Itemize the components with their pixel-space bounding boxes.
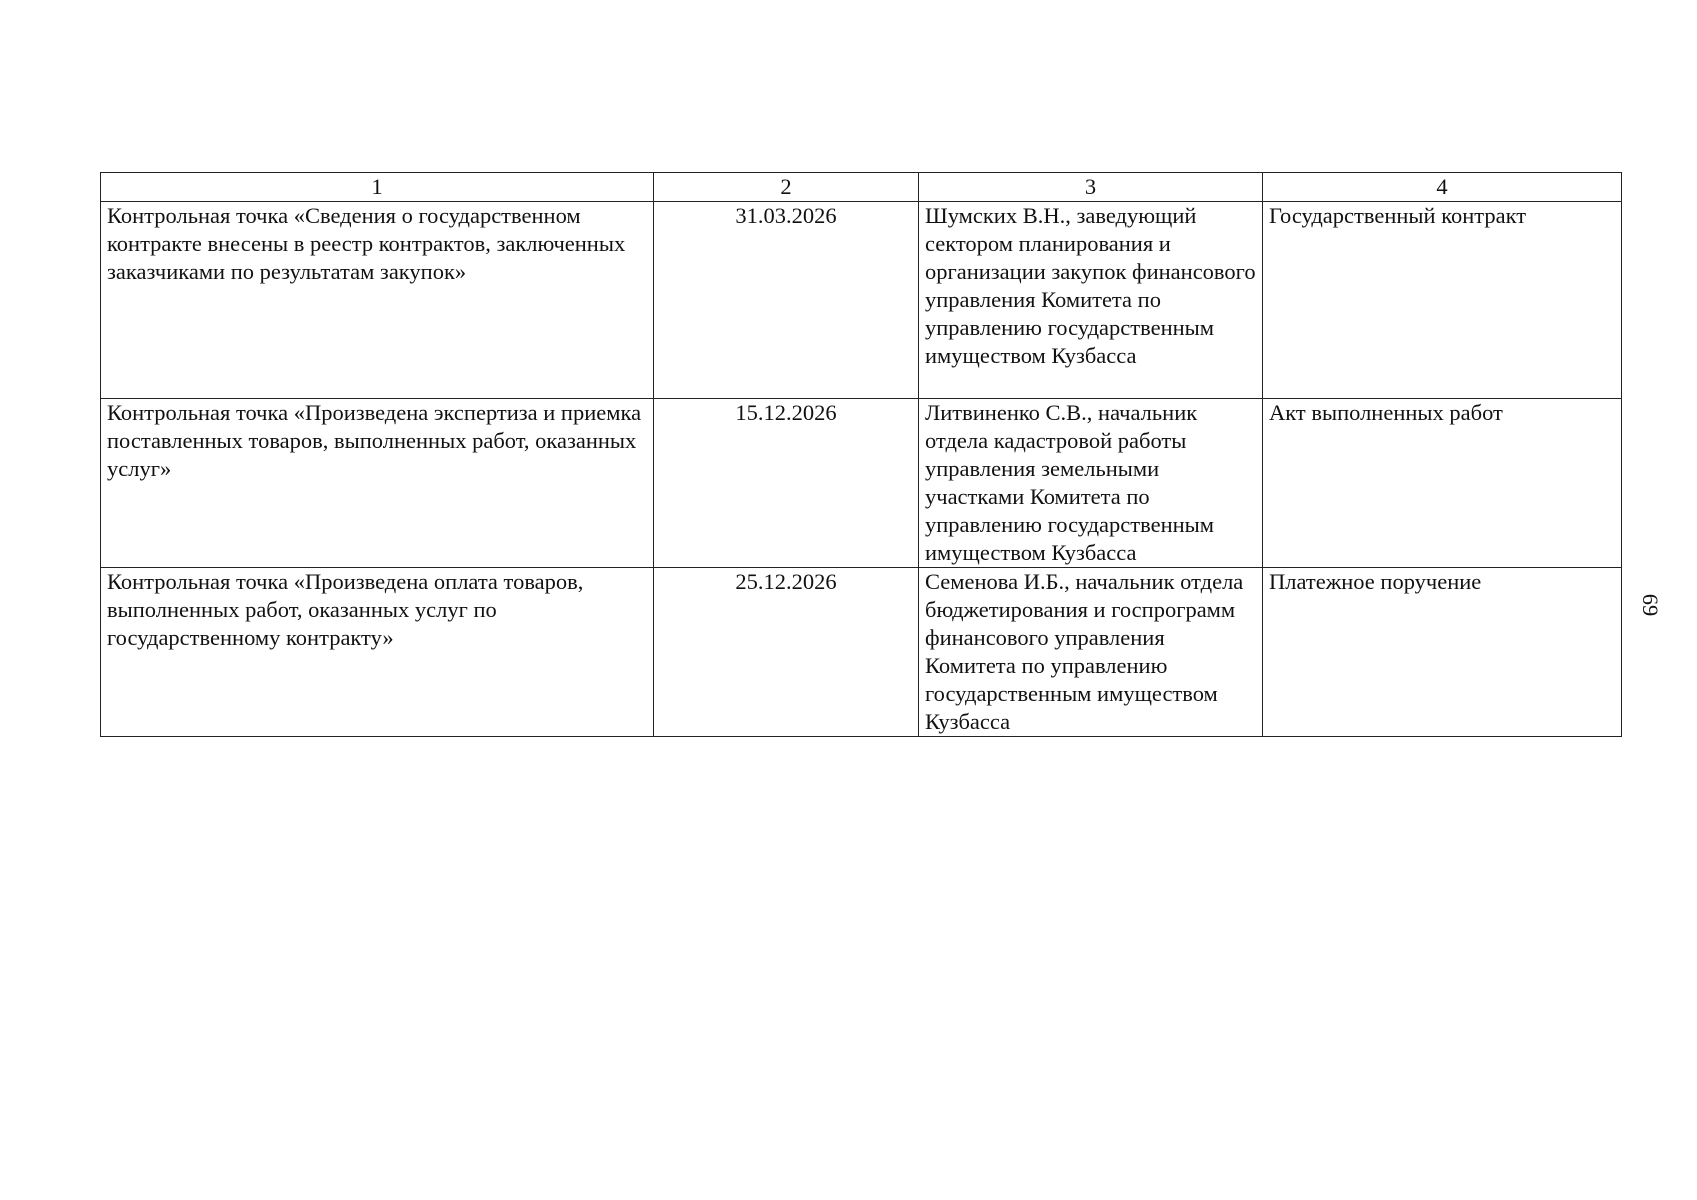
responsible-cell: Шумских В.Н., заведующий сектором планирования и организации закупок финансового управления Комитета по управлению государственным имуществом Кузбасса xyxy=(919,202,1263,399)
table-row xyxy=(101,568,1622,737)
table-row xyxy=(101,399,1622,568)
page-number: 69 xyxy=(1638,593,1663,617)
column-header-2: 2 xyxy=(654,173,919,202)
document-cell: Акт выполненных работ xyxy=(1263,399,1622,568)
date-cell: 25.12.2026 xyxy=(654,568,919,737)
column-header-1: 1 xyxy=(101,173,654,202)
column-header-4: 4 xyxy=(1263,173,1622,202)
date-cell: 31.03.2026 xyxy=(654,202,919,399)
control-point-cell: Контрольная точка «Произведена оплата товаров, выполненных работ, оказанных услуг по государственному контракту» xyxy=(101,568,654,737)
document-cell: Государственный контракт xyxy=(1263,202,1622,399)
responsible-cell: Семенова И.Б., начальник отдела бюджетирования и госпрограмм финансового управления Комитета по управлению государственным имуществом Кузбасса xyxy=(919,568,1263,737)
responsible-cell: Литвиненко С.В., начальник отдела кадастровой работы управления земельными участками Комитета по управлению государственным имуществом Кузбасса xyxy=(919,399,1263,568)
table-header-row xyxy=(101,173,1622,202)
column-header-3: 3 xyxy=(919,173,1263,202)
date-cell: 15.12.2026 xyxy=(654,399,919,568)
control-point-cell: Контрольная точка «Произведена экспертиза и приемка поставленных товаров, выполненных работ, оказанных услуг» xyxy=(101,399,654,568)
document-cell: Платежное поручение xyxy=(1263,568,1622,737)
table-row xyxy=(101,202,1622,399)
control-point-cell: Контрольная точка «Сведения о государственном контракте внесены в реестр контрактов, заключенных заказчиками по результатам закупок» xyxy=(101,202,654,399)
control-points-table xyxy=(100,172,1622,737)
